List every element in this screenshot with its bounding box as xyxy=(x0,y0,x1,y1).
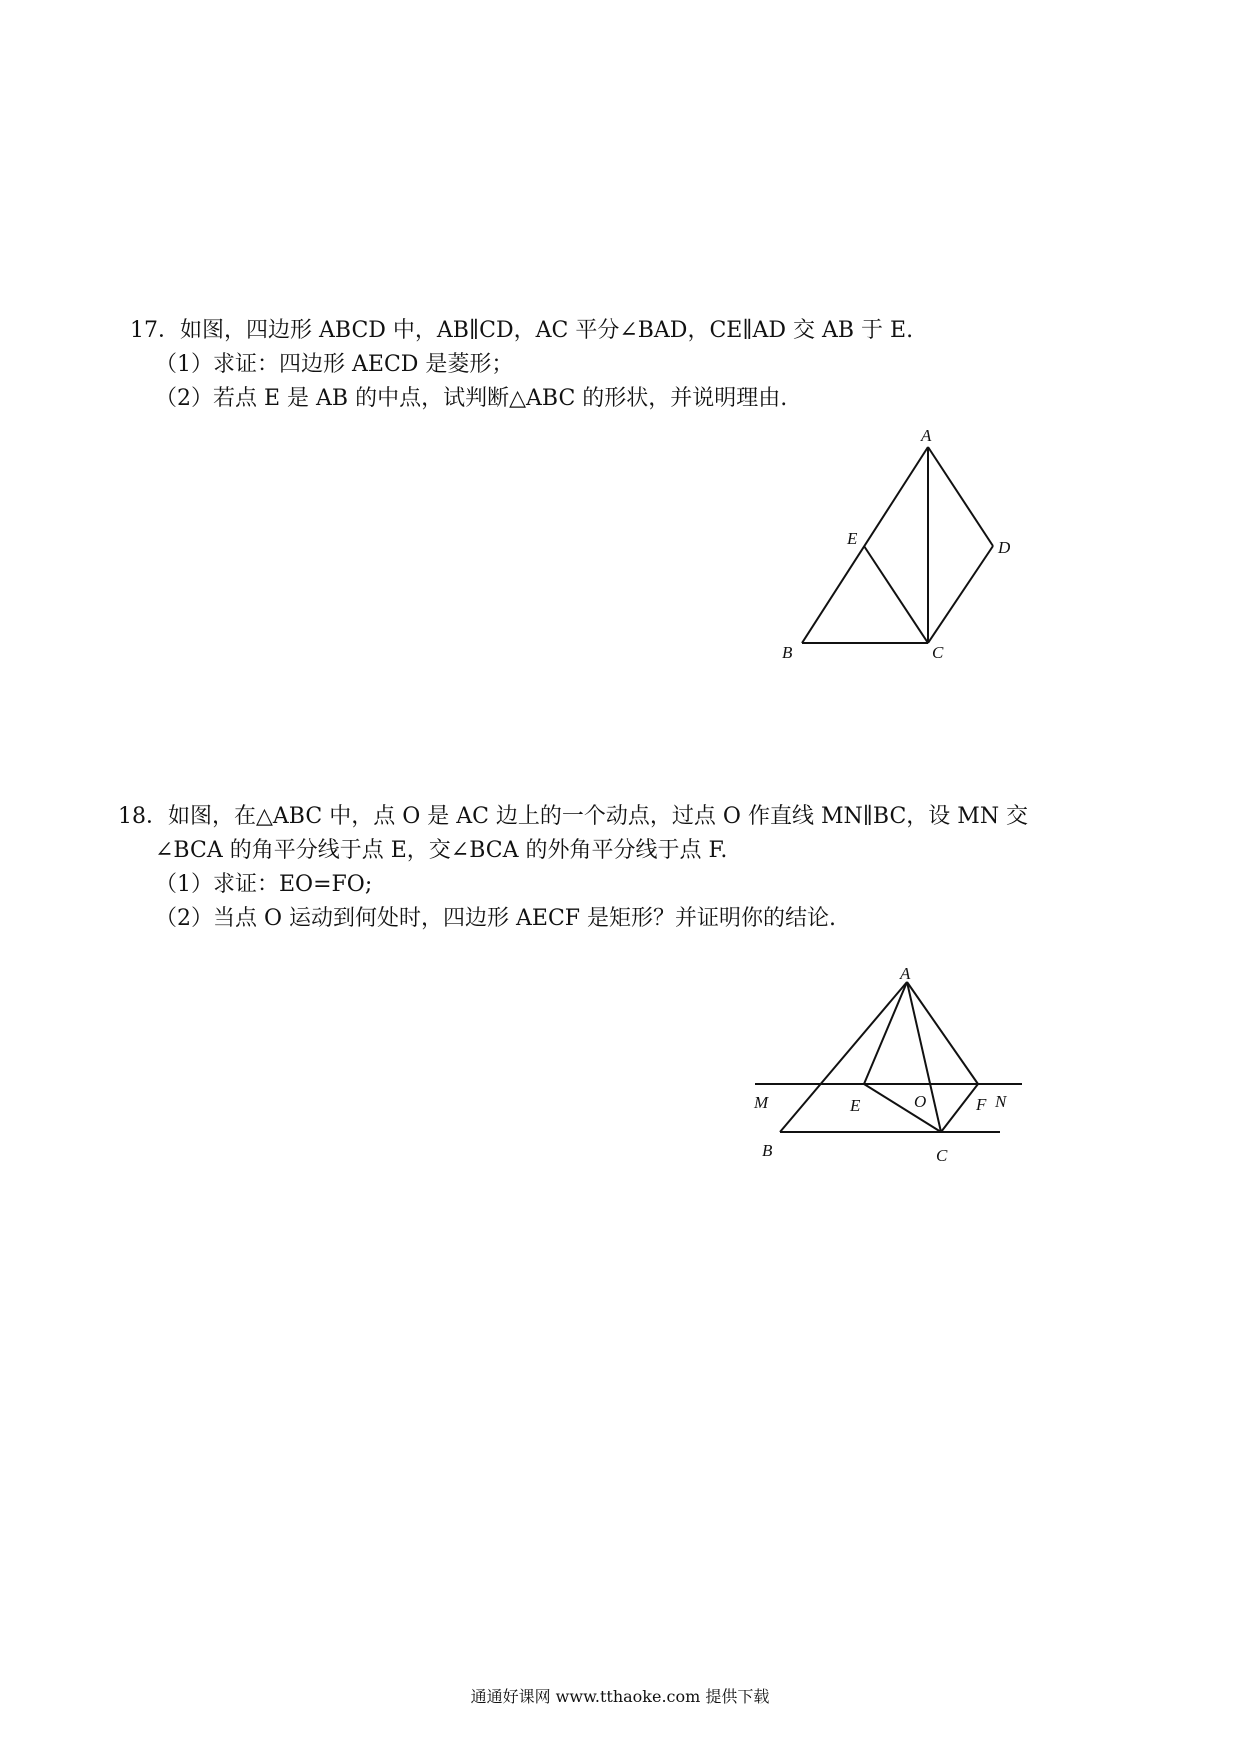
q17-stem: 17．如图，四边形 ABCD 中，AB∥CD，AC 平分∠BAD，CE∥AD 交 AB 于 E. xyxy=(130,318,914,343)
label-b: B xyxy=(782,643,793,662)
triangle-mn-diagram xyxy=(750,960,1040,1175)
label-e: E xyxy=(847,529,858,548)
rhombus-diagram xyxy=(770,425,1015,665)
label-m: M xyxy=(754,1093,769,1112)
segment-fc xyxy=(941,1084,978,1132)
segment-ec xyxy=(864,546,928,643)
segment-ad xyxy=(928,447,993,546)
segment-ec xyxy=(864,1084,941,1132)
label-f: F xyxy=(976,1095,987,1114)
label-c: C xyxy=(936,1146,948,1165)
segment-ae xyxy=(864,982,907,1084)
q17-part1: （1）求证：四边形 AECD 是菱形； xyxy=(155,352,514,377)
segment-dc xyxy=(928,546,993,643)
q17-part2: （2）若点 E 是 AB 的中点，试判断△ABC 的形状，并说明理由. xyxy=(155,386,788,411)
label-c: C xyxy=(932,643,944,662)
segment-ab xyxy=(780,982,907,1132)
page-footer: 通通好课网 www.tthaoke.com 提供下载 xyxy=(470,1687,770,1706)
q18-stem-line1: 18．如图，在△ABC 中，点 O 是 AC 边上的一个动点，过点 O 作直线 MN∥BC，设 MN 交 xyxy=(118,804,1029,829)
q17-figure xyxy=(770,425,1015,665)
label-a: A xyxy=(900,964,911,983)
q18-part2: （2）当点 O 运动到何处时，四边形 AECF 是矩形？并证明你的结论. xyxy=(155,906,837,931)
label-o: O xyxy=(914,1092,927,1111)
q18-stem-line2: ∠BCA 的角平分线于点 E，交∠BCA 的外角平分线于点 F. xyxy=(155,838,728,863)
q18-figure xyxy=(750,960,1040,1175)
q18-part1: （1）求证：EO=FO; xyxy=(155,872,373,897)
label-a: A xyxy=(921,426,932,445)
label-d: D xyxy=(998,538,1011,557)
label-b: B xyxy=(762,1141,773,1160)
label-e: E xyxy=(850,1096,861,1115)
label-n: N xyxy=(995,1092,1007,1111)
